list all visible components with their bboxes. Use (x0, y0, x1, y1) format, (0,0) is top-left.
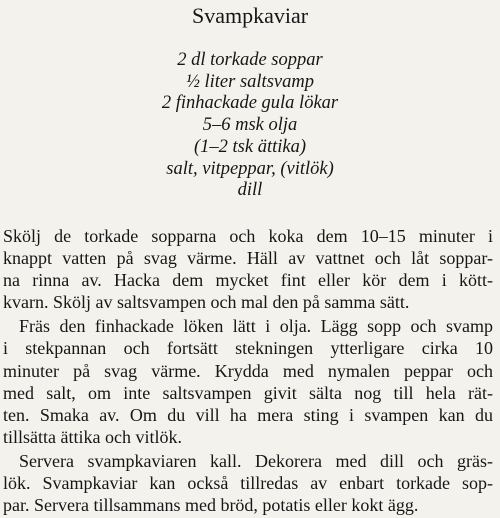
recipe-instructions (3, 225, 493, 518)
text-line: na rinna av. Hacka dem mycket fint eller kör dem i kött- (3, 270, 493, 291)
ingredient-item: 2 finhackade gula lökar (161, 93, 339, 114)
text-line: lök. Svampkaviar kan också tillredas av enbart torkade sop- (3, 473, 493, 494)
text-line: par. Servera tillsammans med bröd, potatis eller kokt ägg. (3, 495, 419, 516)
text-line: Fräs den finhackade löken lätt i olja. Lägg sopp och svamp (19, 316, 493, 337)
ingredient-list (0, 50, 500, 202)
recipe-title: Svampkaviar (191, 3, 309, 28)
ingredient-item: 5–6 msk olja (202, 115, 298, 136)
instruction-paragraph (3, 450, 493, 516)
text-line: knappt vatten på svag värme. Häll av vattnet och låt soppar- (3, 248, 493, 269)
text-line: ten. Smaka av. Om du vill ha mera sting i svampen kan du (3, 404, 493, 425)
instruction-paragraph (3, 315, 493, 448)
text-line: Servera svampkaviaren kall. Dekorera med dill och gräs- (19, 450, 493, 471)
text-line: i stekpannan och fortsätt stekningen ytterligare cirka 10 (3, 338, 493, 359)
ingredient-item: salt, vitpeppar, (vitlök) (166, 158, 334, 179)
ingredient-item: ½ liter saltsvamp (186, 71, 314, 92)
text-line: med salt, om inte saltsvampen givit sälta nog till hela rät- (3, 382, 493, 403)
ingredient-item: dill (237, 180, 263, 201)
text-line: Skölj de torkade sopparna och koka dem 10–15 minuter i (3, 226, 493, 246)
instruction-paragraph (3, 225, 493, 313)
text-line: kvarn. Skölj av saltsvampen och mal den på samma sätt. (3, 292, 410, 313)
ingredient-item: (1–2 tsk ättika) (193, 136, 306, 157)
text-line: minuter på svag värme. Krydda med nymalen peppar och (3, 360, 493, 381)
text-line: tillsätta ättika och vitlök. (3, 426, 182, 447)
ingredient-item: 2 dl torkade soppar (177, 50, 323, 70)
